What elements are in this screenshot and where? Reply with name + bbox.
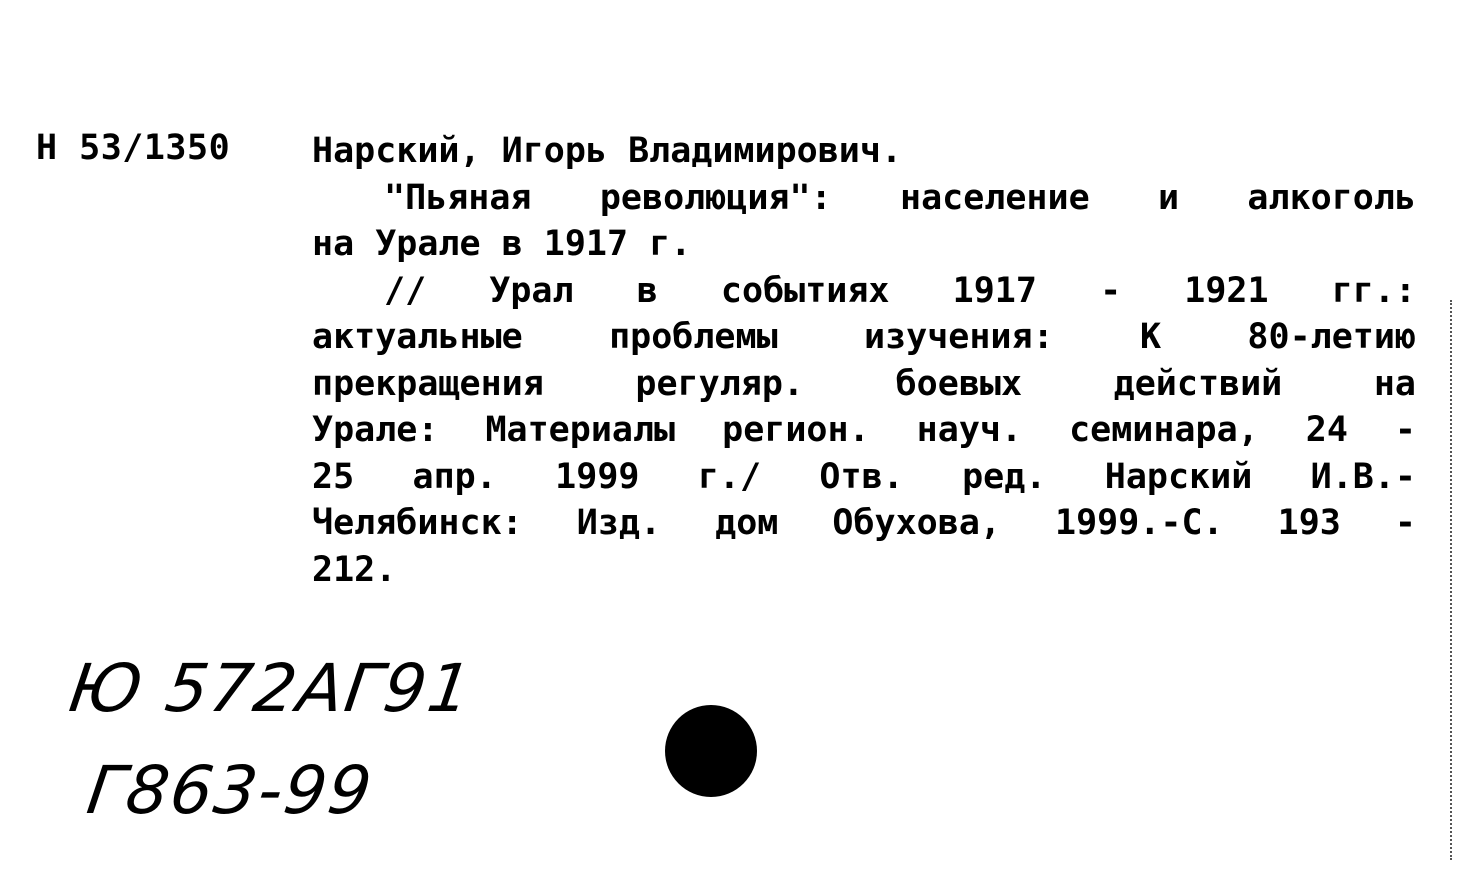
entry-source-line: Урале: Материалы регион. науч. семинара, 24 - bbox=[312, 410, 1416, 450]
handwritten-shelf-number: Г863-99 bbox=[82, 752, 378, 829]
entry-title-continued: на Урале в 1917 г. bbox=[312, 224, 692, 264]
call-number: Н 53/1350 bbox=[36, 128, 231, 168]
entry-source: // Урал в событиях 1917 - 1921 гг.: bbox=[384, 270, 1416, 311]
bibliographic-entry bbox=[312, 128, 1416, 593]
card-edge-dots bbox=[1450, 300, 1452, 860]
handwritten-inventory-number: Ю 572АГ91 bbox=[64, 650, 478, 727]
card-punch-hole bbox=[665, 705, 757, 797]
entry-source-line: прекращения регуляр. боевых действий на bbox=[312, 363, 1416, 404]
entry-title: "Пьяная революция": население и алкоголь bbox=[384, 177, 1416, 218]
entry-pages-end: 212. bbox=[312, 549, 397, 590]
entry-publication: Челябинск: Изд. дом Обухова, 1999.-С. 193 - bbox=[312, 503, 1416, 543]
entry-source-line: 25 апр. 1999 г./ Отв. ред. Нарский И.В.- bbox=[312, 456, 1416, 497]
entry-author: Нарский, Игорь Владимирович. bbox=[312, 131, 903, 171]
entry-source-line: актуальные проблемы изучения: К 80-летию bbox=[312, 317, 1416, 357]
